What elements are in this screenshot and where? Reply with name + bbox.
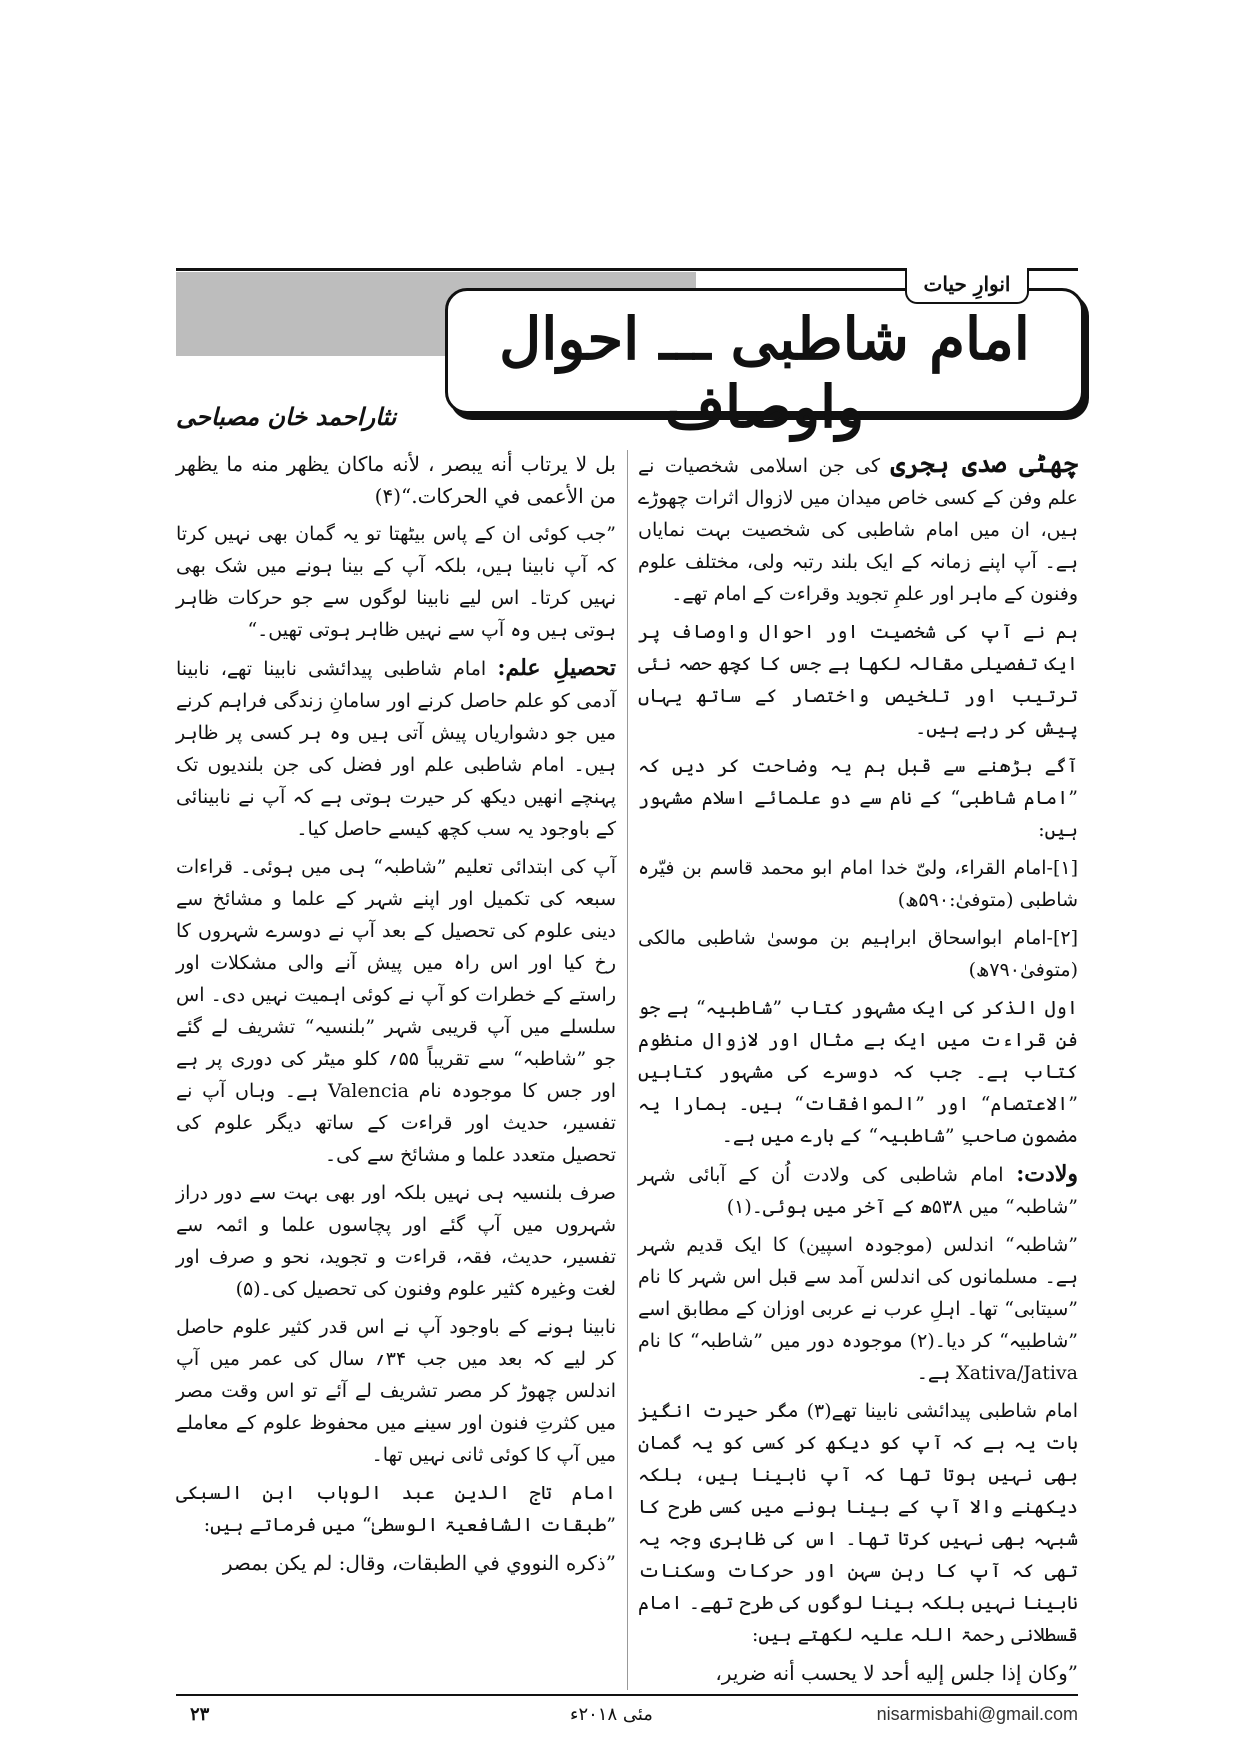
paragraph: امام تاج الدین عبد الوہاب ابن السبکی ”طبقات الشافعیۃ الوسطیٰ“ میں فرماتے ہیں: [176, 1482, 616, 1536]
paragraph: [۱]-امام القراء، ولیّ خدا امام ابو محمد قاسم بن فیّرہ شاطبی (متوفیٰ:۵۹۰ھ) [638, 857, 1078, 911]
left-column [176, 448, 616, 1585]
lead-heading: چھٹی صدی ہجری [890, 449, 1078, 478]
section-heading-tahsil: تحصیلِ علم: [497, 655, 616, 681]
paragraph: ”جب کوئی ان کے پاس بیٹھتا تو یہ گمان بھی نہیں کرتا کہ آپ نابینا ہیں، بلکہ آپ کے بینا ہونے میں شک بھی نہیں کرتا۔ اس لیے نابینا لوگوں سے جو حرکات ظاہر ہوتی ہیں وہ آپ سے نہیں ظاہر ہوتی تھیں۔“ [176, 523, 616, 641]
paragraph: آگے بڑھنے سے قبل ہم یہ وضاحت کر دیں کہ ”امام شاطبی“ کے نام سے دو علمائے اسلام مشہور ہیں: [638, 755, 1078, 841]
paragraph: آپ کی ابتدائی تعلیم ”شاطبہ“ ہی میں ہوئی۔ قراءات سبعہ کی تکمیل اور اپنے شہر کے علما و مشائخ سے دینی علوم کی تحصیل کے بعد آپ نے دوسرے شہروں کا رخ کیا اور اس راہ میں پیش آنے والی مشکلات اور راستے کے خطرات کو آپ نے کوئی اہمیت نہیں دی۔ اس سلسلے میں آپ قریبی شہر ”بلنسیہ“ تشریف لے گئے جو ”شاطبہ“ سے تقریباً ۵۵؍ کلو میٹر کی دوری پر ہے اور جس کا موجودہ نام Valencia ہے۔ وہاں آپ نے تفسیر، حدیث اور قراءت کے ساتھ دیگر علوم کی تحصیل متعدد علما و مشائخ سے کی۔ [176, 856, 616, 1166]
arabic-quote: ”ذكره النووي في الطبقات، وقال: لم يكن بمصر [222, 1551, 616, 1575]
page-number: ۲۳ [190, 1704, 210, 1725]
column-divider [627, 450, 628, 1690]
section-heading-wiladat: ولادت: [1016, 1161, 1078, 1187]
paragraph-text: امام شاطبی پیدائشی نابینا تھے، نابینا آدمی کو علم حاصل کرنے اور سامانِ زندگی فراہم کرنے میں جو دشواریاں پیش آتی ہیں وہ ہر کسی پر ظاہر ہیں۔ امام شاطبی علم اور فضل کی جن بلندیوں تک پہنچے انھیں دیکھ کر حیرت ہوتی ہے کہ آپ نے نابینائی کے باوجود یہ سب کچھ کیسے حاصل کیا۔ [176, 658, 616, 840]
footer-rule [176, 1694, 1078, 1696]
paragraph-text: امام شاطبی کی ولادت اُن کے آبائی شہر ”شاطبہ“ میں ۵۳۸ھ کے آخر میں ہوئی۔(۱) [638, 1164, 1078, 1218]
paragraph: اول الذکر کی ایک مشہور کتاب ”شاطبیہ“ ہے جو فنِ قراءت میں ایک بے مثال اور لازوال منظوم کتاب ہے۔ جب کہ دوسرے کی مشہور کتابیں ”الاعتصام“ اور ”الموافقات“ ہیں۔ ہمارا یہ مضمون صاحبِ ”شاطبیہ“ کے بارے میں ہے۔ [638, 997, 1078, 1147]
paragraph: نابینا ہونے کے باوجود آپ نے اس قدر کثیر علوم حاصل کر لیے کہ بعد میں جب ۳۴؍ سال کی عمر میں آپ اندلس چھوڑ کر مصر تشریف لے آئے تو اس وقت مصر میں کثرتِ فنون اور سینے میں محفوظ علوم کے معاملے میں آپ کا کوئی ثانی نہیں تھا۔ [176, 1316, 616, 1466]
paragraph [176, 652, 616, 845]
paragraph [638, 448, 1078, 610]
paragraph: [۲]-امام ابواسحاق ابراہیم بن موسیٰ شاطبی مالکی (متوفیٰ۷۹۰ھ) [638, 927, 1078, 981]
author-name: نثاراحمد خان مصباحی [176, 402, 397, 431]
paragraph: ہم نے آپ کی شخصیت اور احوال واوصاف پر ایک تفصیلی مقالہ لکھا ہے جس کا کچھ حصہ نئی ترتیب اور تلخیص واختصار کے ساتھ یہاں پیش کر رہے ہیں۔ [638, 621, 1078, 739]
series-label: انوارِ حیات [905, 268, 1029, 304]
title-box [445, 288, 1084, 441]
footer-email: nisarmisbahi@gmail.com [876, 1704, 1078, 1724]
paragraph: ”شاطبہ“ اندلس (موجودہ اسپین) کا ایک قدیم شہر ہے۔ مسلمانوں کی اندلس آمد سے قبل اس شہر کا نام ”سیتابی“ تھا۔ اہلِ عرب نے عربی اوزان کے مطابق اسے ”شاطبیہ“ کر دیا۔(۲) موجودہ دور میں ”شاطبہ“ کا نام Xativa/Jativa ہے۔ [638, 1234, 1078, 1384]
arabic-quote: بل لا يرتاب أنه يبصر ، لأنه ماكان يظهر منه ما يظهر من الأعمى في الحركات.“(۴) [176, 452, 616, 508]
paragraph: صرف بلنسیہ ہی نہیں بلکہ اور بھی بہت سے دور دراز شہروں میں آپ گئے اور پچاسوں علما و ائمہ سے تفسیر، حدیث، فقہ، قراءت و تجوید، نحو و صرف اور لغت وغیرہ کثیر علوم وفنون کی تحصیل کی۔(۵) [176, 1182, 616, 1300]
right-column [638, 448, 1078, 1695]
paragraph: امام شاطبی پیدائشی نابینا تھے(۳) مگر حیرت انگیز بات یہ ہے کہ آپ کو دیکھ کر کسی کو یہ گمان بھی نہیں ہوتا تھا کہ آپ نابینا ہیں، بلکہ دیکھنے والا آپ کے بینا ہونے میں کسی طرح کا شبہہ بھی نہیں کرتا تھا۔ اس کی ظاہری وجہ یہ تھی کہ آپ کا رہن سہن اور حرکات وسکنات نابینا نہیں بلکہ بینا لوگوں کی طرح تھے۔ امام قسطلانی رحمۃ اللہ علیہ لکھتے ہیں: [638, 1400, 1078, 1646]
article-title: امام شاطبی ـــ احوال واوصاف [499, 305, 1030, 441]
footer-date: مئی ۲۰۱۸ء [570, 1704, 653, 1725]
paragraph [638, 1158, 1078, 1223]
arabic-quote: ”وكان إذا جلس إليه أحد لا يحسب أنه ضرير، [715, 1661, 1078, 1685]
paragraph-text: کی جن اسلامی شخصیات نے علم وفن کے کسی خاص میدان میں لازوال اثرات چھوڑے ہیں، ان میں امام شاطبی کی شخصیت بہت نمایاں ہے۔ آپ اپنے زمانہ کے ایک بلند رتبہ ولی، مختلف علوم وفنون کے ماہر اور علمِ تجوید وقراءت کے امام تھے۔ [638, 455, 1078, 605]
